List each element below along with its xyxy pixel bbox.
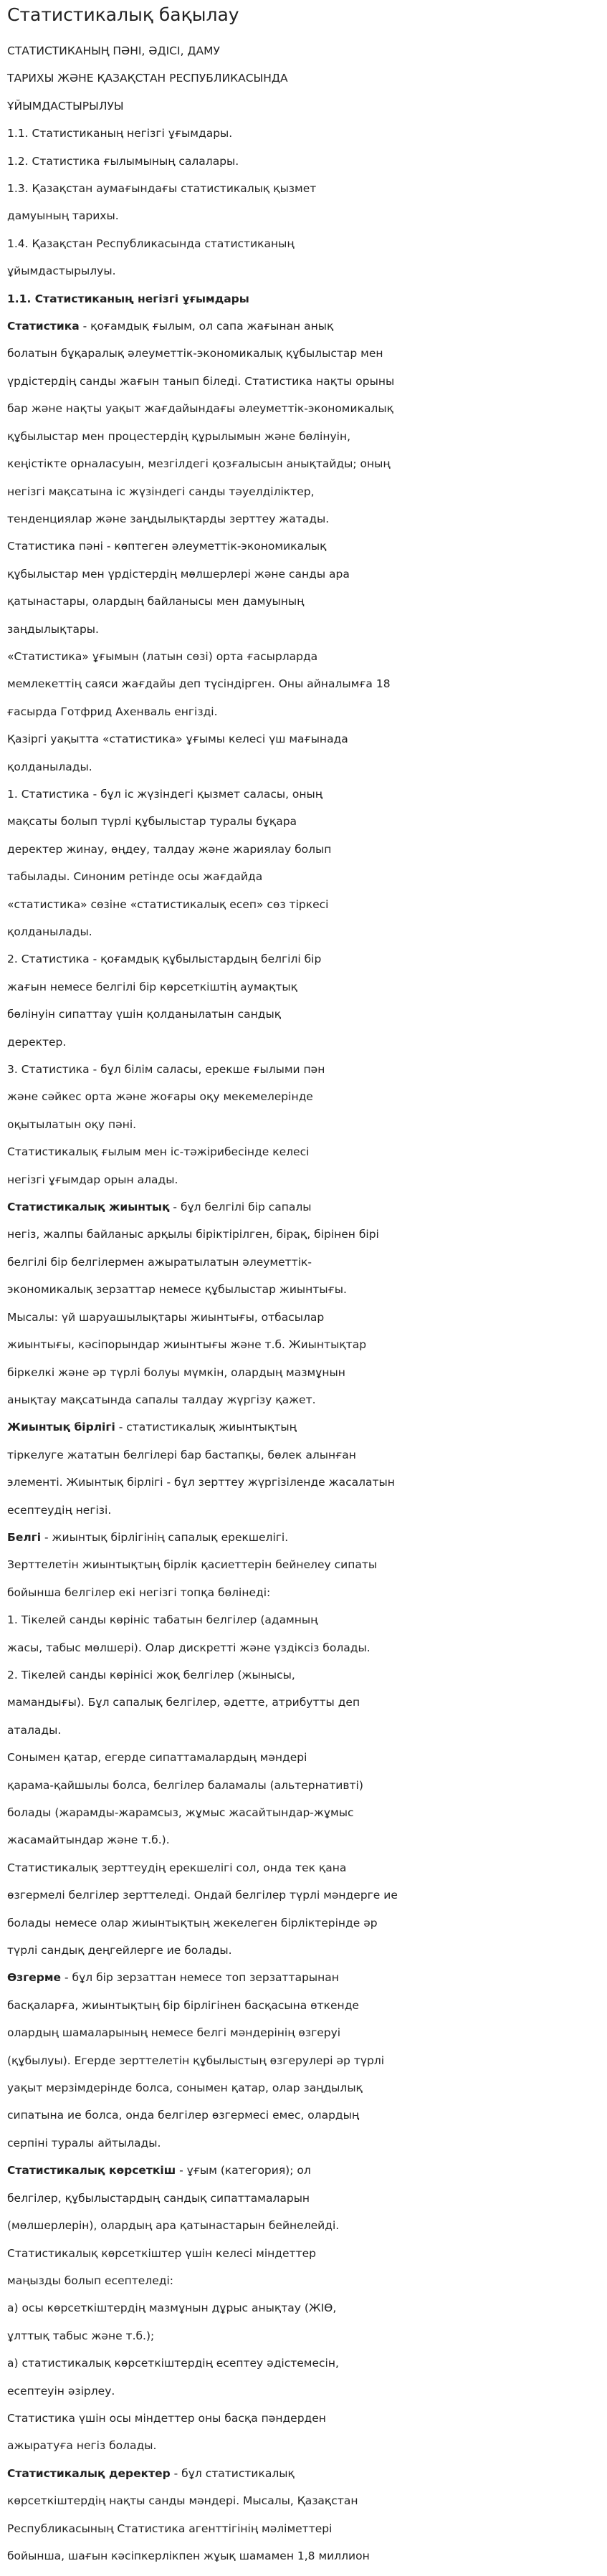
text-line xyxy=(7,450,600,477)
text-line xyxy=(7,148,600,175)
text-line xyxy=(7,1056,600,1083)
text-line xyxy=(7,973,600,1001)
text-run: Сонымен қатар, егерде сипаттамалардың мәндері xyxy=(7,1751,307,1765)
text-line xyxy=(7,670,600,697)
bold-term: Белгі xyxy=(7,1530,42,1544)
text-run: «статистика» сөзіне «статистикалық есеп» сөз тіркесі xyxy=(7,897,329,911)
page-title: Статистикалық бақылау xyxy=(7,4,239,25)
text-run: Статистикалық көрсеткіштер үшін келесі міндеттер xyxy=(7,2246,316,2260)
text-run: 2. Тікелей санды көрінісі жоқ белгілер (жынысы, xyxy=(7,1668,295,1681)
text-line xyxy=(7,1331,600,1358)
text-run: СТАТИСТИКАНЫҢ ПӘНІ, ӘДІСІ, ДАМУ xyxy=(7,44,220,57)
bold-term: 1.1. Статистиканың негізгі ұғымдары xyxy=(7,292,249,305)
text-line xyxy=(7,2294,600,2322)
text-line xyxy=(7,1441,600,1469)
text-run: біркелкі және әр түрлі болуы мүмкін, олардың мазмұнын xyxy=(7,1365,345,1379)
text-run: болады (жарамды-жарамсыз, жұмыс жасайтындар-жұмыс xyxy=(7,1806,354,1819)
text-line xyxy=(7,37,600,65)
text-line xyxy=(7,340,600,367)
text-run: жасамайтындар және т.б.). xyxy=(7,1833,170,1847)
text-line xyxy=(7,2185,600,2212)
text-line xyxy=(7,1799,600,1826)
article-body xyxy=(7,37,600,2570)
text-line xyxy=(7,175,600,202)
text-line xyxy=(7,533,600,560)
text-run: мамандығы). Бұл сапалық белгілер, әдетте, атрибутты деп xyxy=(7,1696,360,1709)
text-run: Зерттелетін жиынтықтың бірлік қасиеттерін бейнелеу сипаты xyxy=(7,1558,378,1572)
text-run: қолданылады. xyxy=(7,925,92,938)
bold-term: Өзгерме xyxy=(7,1971,62,1985)
text-run: болады немесе олар жиынтықтың жекелеген бірліктерінде әр xyxy=(7,1916,378,1929)
text-line xyxy=(7,808,600,835)
text-line xyxy=(7,285,600,313)
text-line xyxy=(7,588,600,615)
text-run: жиынтығы, кәсіпорындар жиынтығы және т.б. Жиынтықтар xyxy=(7,1338,367,1352)
bold-term: Статистика xyxy=(7,320,80,333)
text-run: оқытылатын оқу пәні. xyxy=(7,1117,137,1131)
text-line xyxy=(7,2322,600,2350)
text-run: негіз, жалпы байланыс арқылы біріктірілген, бірақ, бірінен бірі xyxy=(7,1228,379,1241)
text-line xyxy=(7,313,600,340)
text-run: 1. Тікелей санды көрініс табатын белгілер (адамның xyxy=(7,1613,318,1627)
text-line xyxy=(7,1689,600,1716)
text-line xyxy=(7,120,600,147)
text-line xyxy=(7,2377,600,2405)
text-run: бөлінуін сипаттау үшін қолданылатын сандық xyxy=(7,1008,282,1021)
text-run: қарама-қайшылы болса, белгілер баламалы (альтернативті) xyxy=(7,1778,363,1792)
text-run: ұлттық табыс және т.б.); xyxy=(7,2329,155,2342)
text-run: Статистикалық ғылым мен іс-тәжірибесінде келесі xyxy=(7,1145,310,1159)
text-line xyxy=(7,1249,600,1276)
text-line xyxy=(7,1386,600,1413)
text-line xyxy=(7,2487,600,2514)
text-line xyxy=(7,1524,600,1551)
text-line xyxy=(7,1937,600,1964)
text-line xyxy=(7,1276,600,1303)
text-run: (құбылуы). Егерде зерттелетін құбылыстың өзгерулері әр түрлі xyxy=(7,2053,385,2067)
text-line xyxy=(7,1413,600,1441)
text-line xyxy=(7,1001,600,1028)
text-line xyxy=(7,2212,600,2239)
text-line xyxy=(7,1359,600,1386)
text-run: 1.1. Статистиканың негізгі ұғымдары. xyxy=(7,127,233,140)
text-line xyxy=(7,2267,600,2294)
text-line xyxy=(7,2047,600,2074)
text-line xyxy=(7,1634,600,1661)
text-line xyxy=(7,2074,600,2102)
text-line xyxy=(7,2019,600,2046)
text-run: басқаларға, жиынтықтың бір бірлігінен басқасына өткенде xyxy=(7,1998,359,2012)
text-line xyxy=(7,2129,600,2157)
text-run: кеңістікте орналасуын, мезгілдегі қозғалысын анықтайды; оның xyxy=(7,457,391,471)
text-run: ғасырда Готфрид Ахенваль енгізді. xyxy=(7,705,218,718)
text-run: - қоғамдық ғылым, ол сапа жағынан анық xyxy=(79,320,334,333)
bold-term: Статистикалық жиынтық xyxy=(7,1201,170,1214)
text-run: Статистика үшін осы міндеттер оны басқа пәндерден xyxy=(7,2411,326,2425)
text-run: 2. Статистика - қоғамдық құбылыстардың белгілі бір xyxy=(7,953,322,966)
text-line xyxy=(7,2542,600,2570)
text-run: есептеуін әзірлеу. xyxy=(7,2384,115,2398)
text-run: 3. Статистика - бұл білім саласы, ерекше ғылыми пән xyxy=(7,1063,325,1077)
text-run: Статистика пәні - көптеген әлеуметтік-экономикалық xyxy=(7,540,327,553)
text-run: жасы, табыс мөлшері). Олар дискретті және үздіксіз болады. xyxy=(7,1641,371,1654)
text-run: тіркелуге жататын белгілері бар бастапқы, бөлек алынған xyxy=(7,1448,356,1461)
text-run: «Статистика» ұғымын (латын сөзі) орта ғасырларда xyxy=(7,649,318,663)
text-line xyxy=(7,918,600,945)
text-run: сипатына ие болса, онда белгілер өзгермесі емес, олардың xyxy=(7,2109,360,2122)
text-run: (мөлшерлерін), олардың ара қатынастарын бейнелейді. xyxy=(7,2219,340,2233)
text-line xyxy=(7,1304,600,1331)
text-line xyxy=(7,560,600,588)
text-line xyxy=(7,836,600,863)
text-line xyxy=(7,1606,600,1633)
text-line xyxy=(7,2240,600,2267)
text-line xyxy=(7,698,600,725)
text-line xyxy=(7,1111,600,1138)
text-line xyxy=(7,1138,600,1165)
text-run: бойынша, шағын кәсіпкерлікпен жұық шамамен 1,8 миллион xyxy=(7,2549,370,2562)
text-run: - бұл статистикалық xyxy=(170,2466,295,2480)
text-run: ТАРИХЫ ЖӘНЕ ҚАЗАҚСТАН РЕСПУБЛИКАСЫНДА xyxy=(7,72,288,85)
text-run: 1. Статистика - бұл іс жүзіндегі қызмет саласы, оның xyxy=(7,787,323,801)
text-run: мемлекеттің саяси жағдайы деп түсіндірген. Оны айналымға 18 xyxy=(7,677,391,691)
text-run: бойынша белгілер екі негізгі топқа бөлінеді: xyxy=(7,1585,271,1599)
text-line xyxy=(7,2432,600,2459)
text-line xyxy=(7,1166,600,1193)
text-line xyxy=(7,781,600,808)
text-line xyxy=(7,643,600,670)
text-run: Республикасының Статистика агенттігінің мәліметтері xyxy=(7,2522,333,2535)
text-run: қолданылады. xyxy=(7,760,92,773)
text-line xyxy=(7,505,600,533)
text-run: болатын бұқаралық әлеуметтік-экономикалық құбылыстар мен xyxy=(7,347,383,361)
text-line xyxy=(7,257,600,285)
text-line xyxy=(7,65,600,92)
text-run: олардың шамаларының немесе белгі мәндерінің өзгеруі xyxy=(7,2026,341,2040)
text-run: - ұғым (категория); ол xyxy=(176,2164,311,2177)
text-line xyxy=(7,2405,600,2432)
text-line xyxy=(7,230,600,257)
text-run: белгілі бір белгілермен ажыратылатын әлеуметтік- xyxy=(7,1255,312,1269)
text-line xyxy=(7,368,600,395)
text-run: 1.2. Статистика ғылымының салалары. xyxy=(7,154,239,168)
text-run: үрдістердің санды жағын танып біледі. Статистика нақты орыны xyxy=(7,374,395,388)
text-line xyxy=(7,92,600,120)
text-run: белгілер, құбылыстардың сандық сипаттамаларын xyxy=(7,2191,310,2205)
text-run: негізгі ұғымдар орын алады. xyxy=(7,1173,178,1186)
text-run: аталады. xyxy=(7,1723,62,1737)
text-line xyxy=(7,202,600,229)
text-line xyxy=(7,1881,600,1909)
text-line xyxy=(7,753,600,781)
text-line xyxy=(7,2102,600,2129)
text-run: маңызды болып есептеледі: xyxy=(7,2274,174,2287)
text-run: - бұл белгілі бір сапалы xyxy=(169,1201,312,1214)
text-line xyxy=(7,1221,600,1248)
text-run: Статистикалық зерттеудің ерекшелігі сол, онда тек қана xyxy=(7,1861,347,1874)
text-run: 1.4. Қазақстан Республикасында статистиканың xyxy=(7,237,295,250)
text-line xyxy=(7,863,600,890)
text-run: заңдылықтары. xyxy=(7,622,99,636)
text-line xyxy=(7,2157,600,2184)
text-run: өзгермелі белгілер зерттеледі. Ондай белгілер түрлі мәндерге ие xyxy=(7,1889,398,1902)
bold-term: Жиынтық бірлігі xyxy=(7,1421,115,1434)
text-line xyxy=(7,2515,600,2542)
text-line xyxy=(7,2350,600,2377)
text-line xyxy=(7,945,600,973)
text-run: а) осы көрсеткіштердің мазмұнын дұрыс анықтау (ЖІӨ, xyxy=(7,2301,337,2315)
text-line xyxy=(7,1826,600,1854)
bold-term: Статистикалық көрсеткіш xyxy=(7,2164,176,2177)
text-run: Мысалы: үй шаруашылықтары жиынтығы, отбасылар xyxy=(7,1310,325,1324)
text-line xyxy=(7,1964,600,1991)
text-line xyxy=(7,2460,600,2487)
text-run: дамуының тарихы. xyxy=(7,209,119,223)
text-line xyxy=(7,1772,600,1799)
text-line xyxy=(7,616,600,643)
text-line xyxy=(7,1469,600,1496)
text-line xyxy=(7,1854,600,1881)
text-run: табылады. Синоним ретінде осы жағдайда xyxy=(7,870,263,884)
text-line xyxy=(7,1992,600,2019)
text-run: ұйымдастырылуы. xyxy=(7,264,116,278)
bold-term: Статистикалық деректер xyxy=(7,2466,171,2480)
text-run: ажыратуға негіз болады. xyxy=(7,2439,157,2453)
text-run: тенденциялар және заңдылықтарды зерттеу жатады. xyxy=(7,512,330,525)
text-run: және сәйкес орта және жоғары оқу мекемелерінде xyxy=(7,1090,313,1104)
text-line xyxy=(7,1029,600,1056)
text-run: қатынастары, олардың байланысы мен дамуының xyxy=(7,595,305,609)
text-run: ҰЙЫМДАСТЫРЫЛУЫ xyxy=(7,99,124,113)
text-run: түрлі сандық деңгейлерге ие болады. xyxy=(7,1944,232,1957)
text-run: мақсаты болып түрлі құбылыстар туралы бұқара xyxy=(7,815,297,829)
text-run: бар және нақты уақыт жағдайындағы әлеуметтік-экономикалық xyxy=(7,402,393,416)
text-run: а) статистикалық көрсеткіштердің есептеу әдістемесін, xyxy=(7,2357,339,2370)
text-run: уақыт мерзімдерінде болса, сонымен қатар, олар заңдылық xyxy=(7,2081,363,2095)
text-run: анықтау мақсатында сапалы талдау жүргізу қажет. xyxy=(7,1393,316,1406)
text-run: деректер. xyxy=(7,1035,67,1049)
text-run: жағын немесе белгілі бір көрсеткіштің аумақтық xyxy=(7,980,297,993)
text-line xyxy=(7,725,600,753)
text-run: - статистикалық жиынтықтың xyxy=(115,1421,297,1434)
text-run: құбылыстар мен үрдістердің мөлшерлері және санды ара xyxy=(7,567,350,581)
text-line xyxy=(7,1579,600,1606)
text-line xyxy=(7,1661,600,1689)
text-run: серпіні туралы айтылады. xyxy=(7,2136,161,2150)
text-run: Қазіргі уақытта «статистика» ұғымы келесі үш мағынада xyxy=(7,733,348,746)
text-line xyxy=(7,891,600,918)
text-run: деректер жинау, өңдеу, талдау және жариялау болып xyxy=(7,842,332,856)
text-line xyxy=(7,1551,600,1578)
text-line xyxy=(7,1744,600,1771)
text-run: негізгі мақсатына іс жүзіндегі санды тәуелділіктер, xyxy=(7,485,315,498)
text-line xyxy=(7,1909,600,1937)
text-run: - жиынтық бірлігінің сапалық ерекшелігі. xyxy=(41,1530,289,1544)
text-line xyxy=(7,1193,600,1221)
text-run: есептеудің негізі. xyxy=(7,1503,112,1517)
text-run: құбылыстар мен процестердің құрылымын және бөлінуін, xyxy=(7,429,351,443)
text-line xyxy=(7,1717,600,1744)
text-run: экономикалық зерзаттар немесе құбылыстар жиынтығы. xyxy=(7,1283,347,1297)
text-line xyxy=(7,1497,600,1524)
text-run: көрсеткіштердің нақты санды мәндері. Мысалы, Қазақстан xyxy=(7,2494,358,2508)
text-line xyxy=(7,395,600,422)
text-line xyxy=(7,423,600,450)
text-run: 1.3. Қазақстан аумағындағы статистикалық қызмет xyxy=(7,182,317,196)
text-run: - бұл бір зерзаттан немесе топ зерзаттарынан xyxy=(61,1971,339,1985)
text-line xyxy=(7,478,600,505)
text-line xyxy=(7,1083,600,1110)
text-run: элементі. Жиынтық бірлігі - бұл зерттеу жүргізіленде жасалатын xyxy=(7,1476,395,1489)
